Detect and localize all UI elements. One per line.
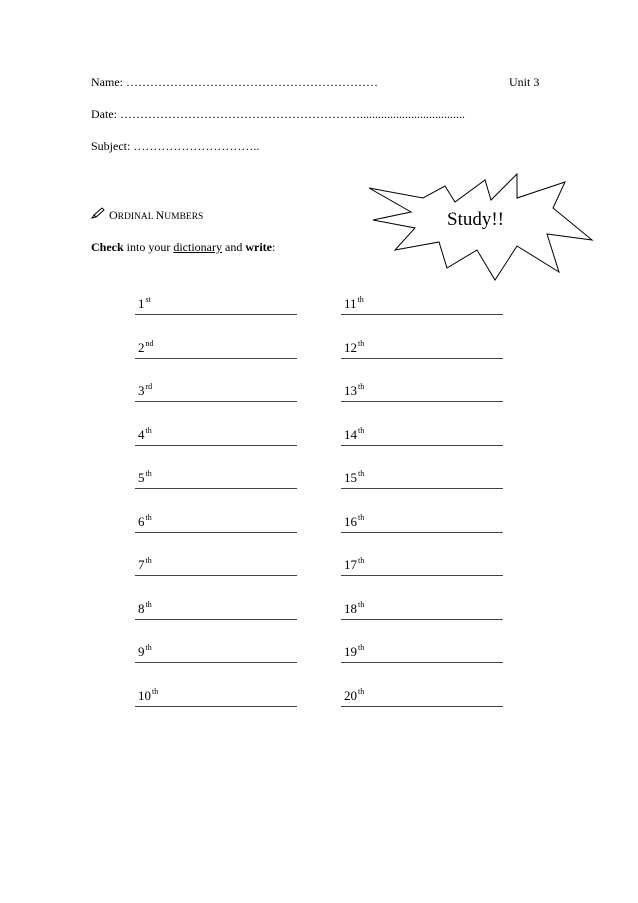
ordinal-number: 14 (344, 427, 357, 442)
subject-label: Subject: (91, 139, 131, 153)
ordinal-row[interactable] (135, 553, 297, 576)
ordinal-suffix: st (145, 295, 151, 304)
ordinal-label (138, 556, 152, 573)
ordinal-suffix: nd (145, 339, 154, 348)
date-blank[interactable]: ……………………………………………………................................... (120, 107, 465, 121)
ordinal-number: 15 (344, 470, 357, 485)
ordinal-label (138, 513, 152, 530)
ordinal-label (344, 426, 364, 443)
pencil-icon (91, 207, 105, 223)
name-line (91, 75, 378, 90)
ordinal-suffix: rd (145, 382, 153, 391)
ordinal-suffix: th (152, 687, 159, 696)
ordinal-suffix: th (145, 426, 152, 435)
ordinal-row[interactable] (341, 684, 503, 707)
ordinal-suffix: th (358, 426, 365, 435)
ordinal-row[interactable] (341, 510, 503, 533)
ordinal-suffix: th (358, 382, 365, 391)
study-starburst (367, 172, 595, 284)
section-title (91, 207, 203, 223)
ordinal-number: 10 (138, 688, 151, 703)
ordinal-suffix: th (358, 513, 365, 522)
name-label: Name: (91, 75, 123, 89)
title-letter-n: N (155, 207, 165, 222)
title-part-1: RDINAL (117, 211, 156, 222)
instruction-colon: : (271, 240, 276, 254)
ordinal-label (138, 469, 152, 486)
ordinal-number: 19 (344, 644, 357, 659)
instruction-and: and (222, 240, 246, 254)
instruction-dictionary: dictionary (173, 240, 222, 254)
instruction-into: into your (123, 240, 174, 254)
date-label: Date: (91, 107, 117, 121)
ordinal-number: 13 (344, 383, 357, 398)
instruction (91, 240, 275, 255)
ordinal-label (344, 643, 364, 660)
ordinal-suffix: th (145, 469, 152, 478)
ordinal-label (138, 339, 154, 356)
ordinal-label (344, 339, 364, 356)
ordinal-row[interactable] (341, 597, 503, 620)
ordinal-row[interactable] (341, 640, 503, 663)
subject-blank[interactable]: ………………………….. (133, 139, 260, 153)
instruction-check: Check (91, 240, 124, 254)
ordinal-row[interactable] (135, 423, 297, 446)
ordinal-number: 4 (138, 427, 145, 442)
ordinal-row[interactable] (341, 423, 503, 446)
subject-line (91, 139, 259, 154)
ordinal-number: 1 (138, 296, 145, 311)
ordinal-row[interactable] (135, 510, 297, 533)
ordinal-label (344, 687, 364, 704)
ordinal-label (344, 382, 364, 399)
ordinal-row[interactable] (341, 336, 503, 359)
ordinal-number: 8 (138, 601, 145, 616)
ordinal-label (344, 513, 364, 530)
ordinal-number: 6 (138, 514, 145, 529)
ordinal-number: 9 (138, 644, 145, 659)
ordinal-row[interactable] (135, 466, 297, 489)
ordinal-row[interactable] (341, 466, 503, 489)
ordinal-number: 18 (344, 601, 357, 616)
ordinal-row[interactable] (135, 684, 297, 707)
ordinal-label (138, 687, 158, 704)
name-blank[interactable]: ……………………………………………………… (126, 75, 378, 89)
ordinal-number: 5 (138, 470, 145, 485)
ordinal-row[interactable] (135, 336, 297, 359)
ordinal-suffix: th (358, 600, 365, 609)
ordinal-label (344, 295, 364, 312)
ordinal-label (344, 556, 364, 573)
ordinal-number: 20 (344, 688, 357, 703)
ordinal-suffix: th (145, 513, 152, 522)
ordinal-number: 16 (344, 514, 357, 529)
ordinal-row[interactable] (135, 597, 297, 620)
date-line (91, 107, 465, 122)
ordinal-label (138, 643, 152, 660)
ordinal-label (344, 600, 364, 617)
ordinal-suffix: th (358, 556, 365, 565)
ordinal-suffix: th (145, 556, 152, 565)
study-text: Study!! (447, 209, 504, 230)
ordinal-number: 17 (344, 557, 357, 572)
ordinal-suffix: th (145, 600, 152, 609)
ordinal-row[interactable] (341, 292, 503, 315)
ordinal-row[interactable] (341, 553, 503, 576)
ordinal-suffix: th (358, 687, 365, 696)
ordinal-row[interactable] (135, 379, 297, 402)
ordinal-label (138, 295, 151, 312)
ordinal-label (138, 600, 152, 617)
ordinal-suffix: th (358, 643, 365, 652)
ordinal-label (344, 469, 364, 486)
ordinal-row[interactable] (135, 640, 297, 663)
ordinal-row[interactable] (135, 292, 297, 315)
ordinal-suffix: th (358, 469, 365, 478)
ordinal-label (138, 426, 152, 443)
ordinal-row[interactable] (341, 379, 503, 402)
ordinal-number: 11 (344, 296, 357, 311)
unit-label: Unit 3 (509, 75, 540, 89)
ordinal-number: 12 (344, 340, 357, 355)
title-letter-o: O (109, 207, 118, 222)
ordinal-number: 7 (138, 557, 145, 572)
ordinal-suffix: th (358, 339, 365, 348)
ordinal-suffix: th (145, 643, 152, 652)
title-part-2: UMBERS (164, 211, 204, 222)
ordinal-number: 2 (138, 340, 145, 355)
ordinal-suffix: th (357, 295, 364, 304)
ordinal-number: 3 (138, 383, 145, 398)
ordinal-label (138, 382, 152, 399)
instruction-write: write (245, 240, 272, 254)
